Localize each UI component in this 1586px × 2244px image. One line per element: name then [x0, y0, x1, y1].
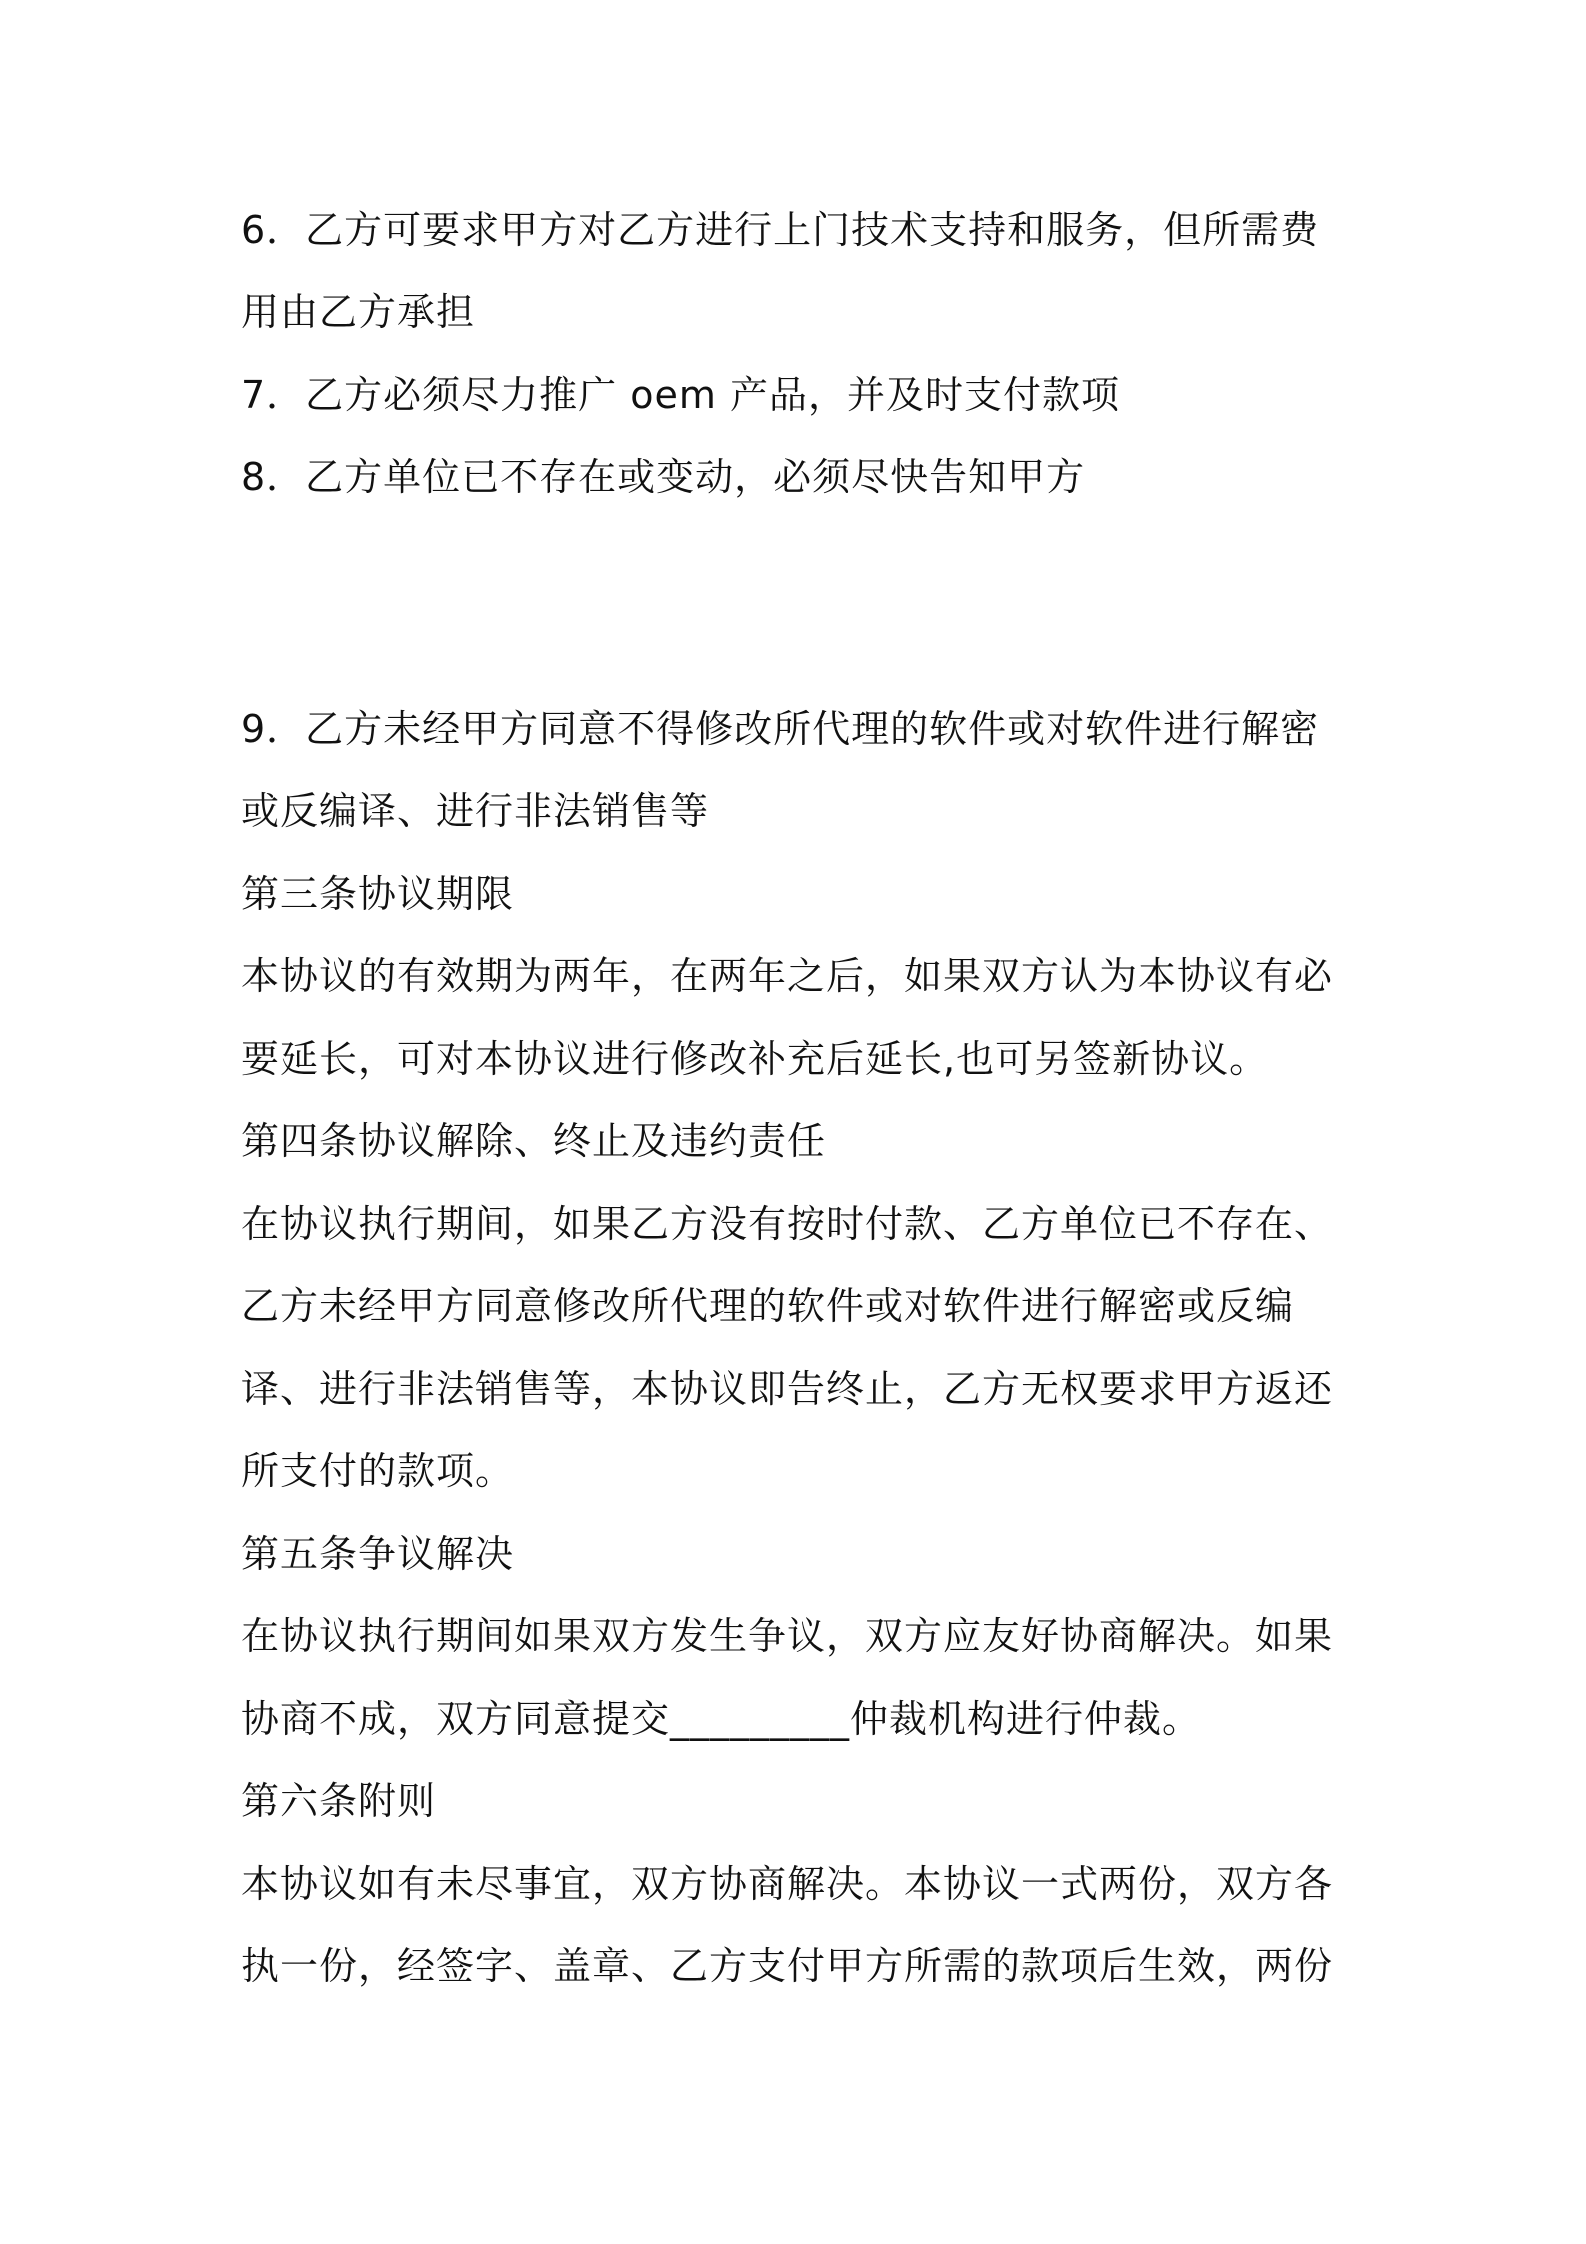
supplementary-paragraph-line-1: 本协议如有未尽事宜，双方协商解决。本协议一式两份，双方各: [241, 1862, 1334, 1906]
termination-paragraph-line-3: 译、进行非法销售等，本协议即告终止，乙方无权要求甲方返还: [241, 1367, 1334, 1411]
section-heading-termination: 第四条协议解除、终止及违约责任: [241, 1119, 827, 1163]
termination-paragraph-line-2: 乙方未经甲方同意修改所代理的软件或对软件进行解密或反编: [241, 1284, 1295, 1328]
clause-item-6-line-2: 用由乙方承担: [241, 290, 476, 334]
dispute-paragraph-line-2: 协商不成，双方同意提交_________仲裁机构进行仲裁。: [241, 1697, 1202, 1741]
clause-item-7: 7．乙方必须尽力推广 oem 产品，并及时支付款项: [241, 373, 1120, 417]
clause-item-8: 8．乙方单位已不存在或变动，必须尽快告知甲方: [241, 455, 1086, 499]
section-heading-dispute: 第五条争议解决: [241, 1532, 515, 1576]
dispute-paragraph-line-1: 在协议执行期间如果双方发生争议，双方应友好协商解决。如果: [241, 1614, 1334, 1658]
term-paragraph-line-2: 要延长，可对本协议进行修改补充后延长,也可另签新协议。: [241, 1037, 1269, 1081]
term-paragraph-line-1: 本协议的有效期为两年，在两年之后，如果双方认为本协议有必: [241, 954, 1334, 998]
termination-paragraph-line-4: 所支付的款项。: [241, 1449, 515, 1493]
supplementary-paragraph-line-2: 执一份，经签字、盖章、乙方支付甲方所需的款项后生效，两份: [241, 1944, 1334, 1988]
clause-item-9-line-2: 或反编译、进行非法销售等: [241, 789, 710, 833]
termination-paragraph-line-1: 在协议执行期间，如果乙方没有按时付款、乙方单位已不存在、: [241, 1202, 1334, 1246]
clause-item-9-line-1: 9．乙方未经甲方同意不得修改所代理的软件或对软件进行解密: [241, 707, 1320, 751]
section-heading-supplementary: 第六条附则: [241, 1779, 437, 1823]
section-heading-term: 第三条协议期限: [241, 872, 515, 916]
clause-item-6-line-1: 6．乙方可要求甲方对乙方进行上门技术支持和服务，但所需费: [241, 208, 1320, 252]
